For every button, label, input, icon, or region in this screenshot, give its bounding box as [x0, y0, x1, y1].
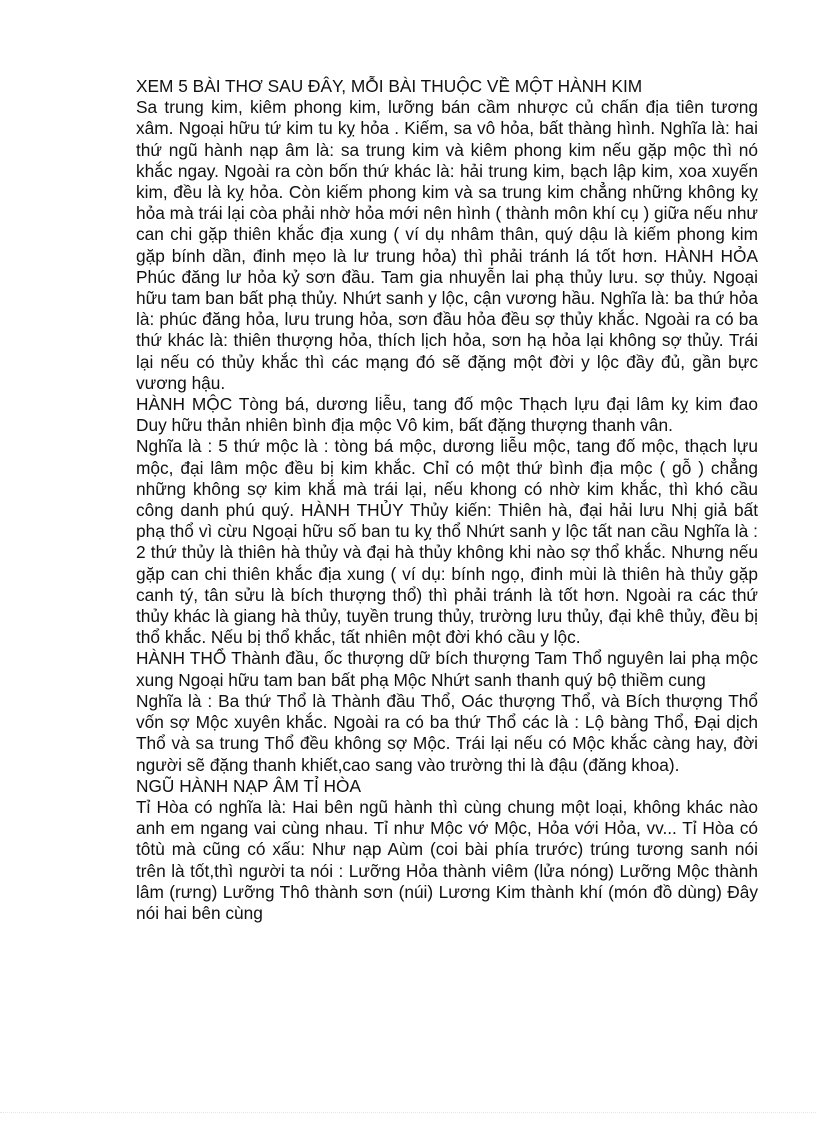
paragraph-kim-hoa: Sa trung kim, kiêm phong kim, lưỡng bán cầm nhược củ chấn địa tiên tương xâm. Ngoại hữu tứ kim tu kỵ hỏa . Kiếm, sa vô hỏa, bất thàng hình. Nghĩa là: hai thứ ngũ hành nạp âm là: sa trung kim và kiêm phong kim nếu gặp mộc thì nó khắc ngay. Ngoài ra còn bốn thứ khác là: hải trung kim, bạch lập kim, xoa xuyến kim, đều là kỵ hỏa. Còn kiếm phong kim và sa trung kim chẳng những không kỵ hỏa mà trái lại còa phải nhờ hỏa mới nên hình ( thành môn khí cụ ) giữa nếu như can chi gặp thiên khắc địa xung ( ví dụ nhâm thân, quý dậu là kiếm phong kim gặp bính dần, đinh mẹo là lư trung hỏa) thì phải tránh lá tốt hơn. HÀNH HỎA Phúc đăng lư hỏa kỷ sơn đầu. Tam gia nhuyễn lai phạ thủy lưu. sợ thủy. Ngoại hữu tam ban bất phạ thủy. Nhứt sanh y lộc, cận vương hầu. Nghĩa là: ba thứ hỏa là: phúc đăng hỏa, lưu trung hỏa, sơn đầu hỏa đều sợ thủy khắc. Ngoài ra có ba thứ khác là: thiên thượng hỏa, thích lịch hỏa, sơn hạ hỏa lại không sợ thủy. Trái lại nếu có thủy khắc thì các mạng đó sẽ đặng một đời y lộc đầy đủ, gần bực vương hậu.: [136, 97, 758, 393]
paragraph-hanh-tho-poem: HÀNH THỔ Thành đầu, ốc thượng dữ bích thượng Tam Thổ nguyên lai phạ mộc xung Ngoại hữu tam ban bất phạ Mộc Nhứt sanh thanh quý bộ thiềm cung: [136, 648, 758, 690]
paragraph-ti-hoa: Tỉ Hòa có nghĩa là: Hai bên ngũ hành thì cùng chung một loại, không khác nào anh em ngang vai cùng nhau. Tỉ như Mộc vớ Mộc, Hỏa với Hỏa, vv... Tỉ Hòa có tôtù mà cũng có xấu: Như nạp Aùm (coi bài phía trước) trúng tương sanh nói trên là tốt,thì người ta nói : Lưỡng Hỏa thành viêm (lửa nóng) Lưỡng Mộc thành lâm (rưng) Lưỡng Thô thành sơn (núi) Lương Kim thành khí (món đồ dùng) Đây nói hai bên cùng: [136, 796, 758, 923]
heading-ngu-hanh-ti-hoa: NGŨ HÀNH NẠP ÂM TỈ HÒA: [136, 775, 362, 796]
page-bottom-rule: [0, 1112, 816, 1113]
document-page: [136, 76, 758, 924]
heading-five-poems: XEM 5 BÀI THƠ SAU ĐÂY, MỖI BÀI THUỘC VỀ MỘT HÀNH KIM: [136, 76, 643, 96]
paragraph-hanh-moc-poem: HÀNH MỘC Tòng bá, dương liễu, tang đố mộc Thạch lựu đại lâm kỵ kim đao Duy hữu thản nhiên bình địa mộc Vô kim, bất đặng thượng thanh vân.: [136, 394, 758, 436]
paragraph-tho-meaning: Nghĩa là : Ba thứ Thổ là Thành đầu Thổ, Oác thượng Thổ, và Bích thượng Thổ vốn sợ Mộc xuyên khắc. Ngoài ra có ba thứ Thổ các là : Lộ bàng Thổ, Đại dịch Thổ và sa trung Thổ đều không sợ Mộc. Trái lại nếu có Mộc khắc càng hay, đời người sẽ đặng thanh khiết,cao sang vào trường thi là đậu (đăng khoa).: [136, 690, 758, 775]
paragraph-moc-thuy: Nghĩa là : 5 thứ mộc là : tòng bá mộc, dương liễu mộc, tang đố mộc, thạch lựu mộc, đại lâm mộc đều bị kim khắc. Chỉ có một thứ bình địa mộc ( gỗ ) chẳng những không sợ kim khắ mà trái lại, nếu khong có nhờ kim khắc, thì khó cầu công danh phú quý. HÀNH THỦY Thủy kiến: Thiên hà, đại hải lưu Nhị giả bất phạ thổ vì cừu Ngoại hữu số ban tu kỵ thổ Nhứt sanh y lộc tất nan cầu Nghĩa là : 2 thứ thủy là thiên hà thủy và đại hà thủy không khi nào sợ thổ khắc. Nhưng nếu gặp can chi thiên khắc địa xung ( ví dụ: bính ngọ, đinh mùi là thiên hà thủy gặp canh tý, tân sửu là bích thượng thổ) thì phải tránh là tốt hơn. Ngoài ra các thứ thủy khác là giang hà thủy, tuyền trung thủy, trường lưu thủy, đại khê thủy, đều bị thổ khắc. Nếu bị thổ khắc, tất nhiên một đời khó cầu y lộc.: [136, 436, 758, 648]
